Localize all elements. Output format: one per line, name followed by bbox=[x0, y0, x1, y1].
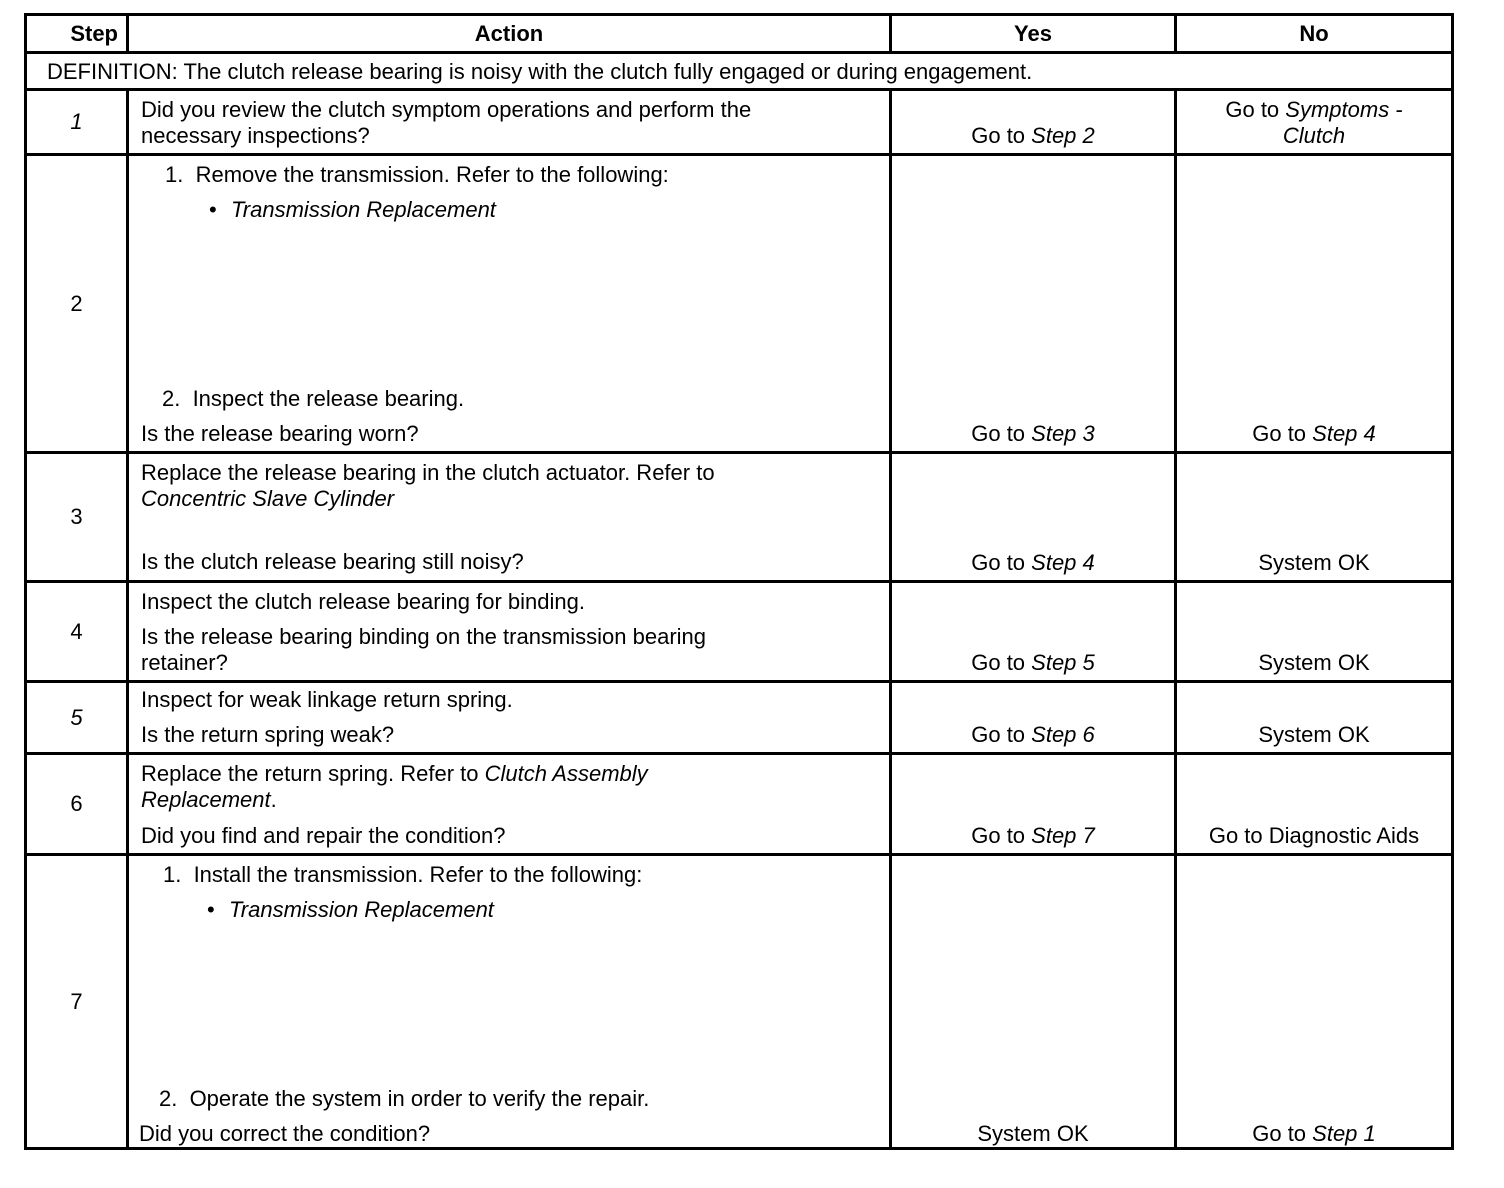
action-cell bbox=[129, 91, 892, 153]
transmission-replacement-link[interactable]: Transmission Replacement bbox=[231, 197, 496, 222]
action-bullet-item: • Transmission Replacement bbox=[209, 197, 496, 222]
clutch-assembly-link[interactable]: Replacement bbox=[141, 787, 271, 812]
yes-cell bbox=[892, 454, 1177, 580]
step-link[interactable]: Step 6 bbox=[1031, 722, 1095, 747]
step-link[interactable]: Step 4 bbox=[1312, 421, 1376, 446]
header-no: No bbox=[1299, 20, 1329, 46]
step-link[interactable]: Step 5 bbox=[1031, 650, 1095, 675]
transmission-replacement-link[interactable]: Transmission Replacement bbox=[229, 897, 494, 922]
no-action[interactable]: Go to Step 4 bbox=[1252, 421, 1376, 446]
action-step-item: 1. Install the transmission. Refer to the following: bbox=[163, 862, 643, 887]
no-cell bbox=[1177, 583, 1451, 680]
action-cell bbox=[129, 583, 892, 680]
action-question: Is the clutch release bearing still noisy? bbox=[141, 549, 524, 574]
table-row bbox=[27, 156, 1451, 454]
action-step-item: 2. Operate the system in order to verify the repair. bbox=[159, 1086, 650, 1111]
no-cell bbox=[1177, 91, 1451, 153]
action-text: Inspect for weak linkage return spring. bbox=[141, 687, 513, 712]
no-action[interactable]: Go to Step 1 bbox=[1252, 1121, 1376, 1146]
action-question: retainer? bbox=[141, 650, 228, 675]
definition-row bbox=[27, 54, 1451, 91]
step-link[interactable]: Step 1 bbox=[1312, 1121, 1376, 1146]
action-step-item: 1. Remove the transmission. Refer to the following: bbox=[165, 162, 669, 187]
action-step-item: 2. Inspect the release bearing. bbox=[162, 386, 465, 411]
action-question: Is the return spring weak? bbox=[141, 722, 395, 747]
table-row bbox=[27, 91, 1451, 156]
table-row bbox=[27, 856, 1451, 1147]
diagnostic-table bbox=[24, 13, 1454, 1150]
table-row bbox=[27, 755, 1451, 856]
definition-text: DEFINITION: The clutch release bearing is noisy with the clutch fully engaged or during engagement. bbox=[47, 59, 1033, 84]
step-link[interactable]: Step 2 bbox=[1031, 123, 1095, 148]
no-cell bbox=[1177, 156, 1451, 451]
action-question: Did you find and repair the condition? bbox=[141, 823, 506, 848]
header-yes: Yes bbox=[892, 16, 1177, 51]
header-action: Action bbox=[129, 16, 892, 51]
step-number: 5 bbox=[70, 704, 83, 730]
no-cell bbox=[1177, 856, 1451, 1147]
yes-cell bbox=[892, 156, 1177, 451]
no-action: System OK bbox=[1258, 550, 1370, 575]
step-number-cell bbox=[27, 583, 129, 680]
symptoms-link[interactable]: Clutch bbox=[1282, 123, 1346, 148]
step-number: 1 bbox=[70, 109, 83, 134]
yes-cell bbox=[892, 683, 1177, 752]
table-row bbox=[27, 454, 1451, 583]
yes-action[interactable]: Go to Step 4 bbox=[971, 550, 1095, 575]
step-number: 3 bbox=[70, 504, 83, 529]
step-number: 6 bbox=[70, 791, 83, 816]
action-question: Did you correct the condition? bbox=[139, 1121, 431, 1146]
step-link[interactable]: Step 4 bbox=[1031, 550, 1095, 575]
yes-action[interactable]: Go to Step 2 bbox=[971, 123, 1095, 148]
step-number: 4 bbox=[70, 618, 83, 644]
step-number-cell bbox=[27, 91, 129, 153]
action-question: Is the release bearing binding on the transmission bearing bbox=[141, 624, 707, 649]
clutch-assembly-link[interactable]: Clutch Assembly bbox=[484, 761, 648, 786]
yes-cell bbox=[892, 583, 1177, 680]
step-number-cell bbox=[27, 156, 129, 451]
no-cell bbox=[1177, 454, 1451, 580]
yes-cell bbox=[892, 856, 1177, 1147]
no-action[interactable]: Go to Symptoms - Clutch bbox=[1177, 97, 1451, 149]
no-action: System OK bbox=[1258, 722, 1370, 747]
action-question: Is the release bearing worn? bbox=[141, 421, 419, 446]
action-cell bbox=[129, 156, 892, 451]
yes-action[interactable]: Go to Step 3 bbox=[971, 421, 1095, 446]
step-number-cell bbox=[27, 683, 129, 752]
no-action: System OK bbox=[1258, 650, 1370, 675]
yes-cell bbox=[892, 91, 1177, 153]
diagnostic-aids-link[interactable]: Go to Diagnostic Aids bbox=[1208, 823, 1420, 848]
yes-action[interactable]: Go to Step 5 bbox=[971, 650, 1095, 675]
step-number: 7 bbox=[70, 988, 83, 1014]
no-cell bbox=[1177, 755, 1451, 853]
table-row bbox=[27, 583, 1451, 683]
action-text: Inspect the clutch release bearing for binding. bbox=[141, 589, 585, 614]
step-number-cell bbox=[27, 755, 129, 853]
concentric-slave-cylinder-link[interactable]: Concentric Slave Cylinder bbox=[141, 486, 395, 511]
action-cell bbox=[129, 454, 892, 580]
symptoms-link[interactable]: Symptoms - bbox=[1285, 97, 1403, 122]
action-cell bbox=[129, 683, 892, 752]
step-link[interactable]: Step 7 bbox=[1031, 823, 1095, 848]
yes-action[interactable]: Go to Step 7 bbox=[971, 823, 1095, 848]
step-link[interactable]: Step 3 bbox=[1031, 421, 1095, 446]
action-text: necessary inspections? bbox=[141, 123, 370, 148]
step-number-cell bbox=[27, 454, 129, 580]
yes-cell bbox=[892, 755, 1177, 853]
action-cell bbox=[129, 856, 892, 1147]
action-bullet-item: • Transmission Replacement bbox=[207, 897, 494, 922]
action-text: Replace the return spring. Refer to bbox=[141, 761, 485, 786]
step-number-cell bbox=[27, 856, 129, 1147]
step-number: 2 bbox=[70, 290, 83, 316]
yes-action: System OK bbox=[977, 1121, 1089, 1146]
action-cell: Replace the return spring. Refer to Clutch Assembly Replacement. Did you find and repair the condition? bbox=[129, 755, 892, 853]
header-step: Step bbox=[27, 16, 129, 51]
action-text: Replace the release bearing in the clutch actuator. Refer to bbox=[141, 460, 715, 485]
table-row bbox=[27, 683, 1451, 755]
table-header-row bbox=[27, 16, 1451, 54]
action-text: Did you review the clutch symptom operations and perform the bbox=[141, 97, 752, 122]
yes-action[interactable]: Go to Step 6 bbox=[971, 722, 1095, 747]
no-cell bbox=[1177, 683, 1451, 752]
